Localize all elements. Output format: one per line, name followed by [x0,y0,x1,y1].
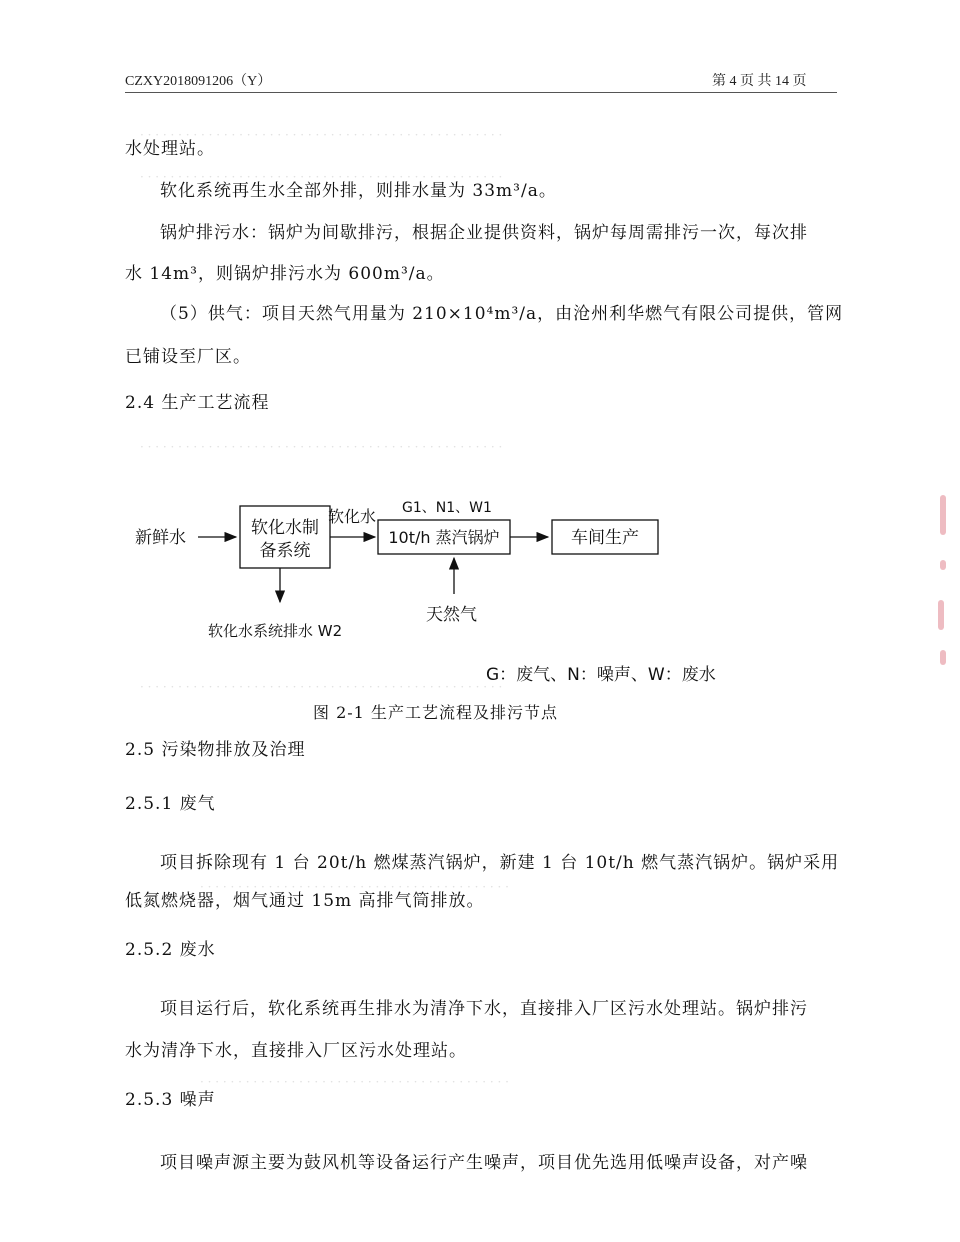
figure-caption: 图 2-1 生产工艺流程及排污节点 [313,703,558,722]
section-heading: 2.5 污染物排放及治理 [125,740,306,760]
bleed-through-text: · · · · · · · · · · · · · · · · · · · · · · · · · · · · · · · · · · · · · · · · · · · · · · · · [140,170,503,184]
seal-edge-mark [940,650,946,665]
page-info: 第 4 页 共 14 页 [712,74,807,89]
paragraph-line: （5）供气：项目天然气用量为 210×10⁴m³/a，由沧州利华燃气有限公司提供，管网 [160,304,844,324]
workshop-production-label: 车间生产 [571,528,639,548]
paragraph-line: 项目噪声源主要为鼓风机等设备运行产生噪声，项目优先选用低噪声设备，对产噪 [160,1153,808,1173]
paragraph-line: 水 14m³，则锅炉排污水为 600m³/a。 [125,264,445,284]
paragraph-line: 已铺设至厂区。 [125,347,251,367]
seal-edge-mark [940,560,946,570]
softening-system-label-2: 备系统 [259,541,311,561]
paragraph-line: 低氮燃烧器，烟气通过 15m 高排气筒排放。 [125,891,485,911]
diagram-legend: G：废气、N：噪声、W：废水 [486,665,716,685]
steam-boiler-label: 10t/h 蒸汽锅炉 [388,528,500,547]
softened-water-label: 软化水 [328,507,377,526]
emissions-label: G1、N1、W1 [402,500,492,516]
document-number: CZXY2018091206（Y） [125,74,272,89]
paragraph-line: 水为清净下水，直接排入厂区污水处理站。 [125,1041,467,1061]
bleed-through-text: · · · · · · · · · · · · · · · · · · · · · · · · · · · · · · · · · · · · · · · · · · · · · · · · [140,128,503,142]
bleed-through-text: · · · · · · · · · · · · · · · · · · · · · · · · · · · · · · · · · · · · · · · · · [200,1075,509,1089]
subsection-heading: 2.5.3 噪声 [125,1090,216,1110]
softening-drain-label: 软化水系统排水 W2 [208,622,343,640]
fresh-water-label: 新鲜水 [135,528,186,548]
bleed-through-text: · · · · · · · · · · · · · · · · · · · · · · · · · · · · · · · · · · · · · · · · · [200,880,509,894]
paragraph-line: 项目拆除现有 1 台 20t/h 燃煤蒸汽锅炉，新建 1 台 10t/h 燃气蒸汽锅炉。锅炉采用 [160,853,840,873]
paragraph-line: 软化系统再生水全部外排，则排水量为 33m³/a。 [160,181,557,201]
paragraph-line: 锅炉排污水：锅炉为间歇排污，根据企业提供资料，锅炉每周需排污一次，每次排 [160,223,808,243]
bleed-through-text: · · · · · · · · · · · · · · · · · · · · · · · · · · · · · · · · · · · · · · · · · · · · · · · · [140,680,503,694]
softening-system-label-1: 软化水制 [251,518,319,538]
header-rule [125,92,837,93]
seal-edge-mark [938,600,944,630]
section-heading: 2.4 生产工艺流程 [125,393,270,413]
subsection-heading: 2.5.1 废气 [125,794,216,814]
natural-gas-label: 天然气 [426,605,477,625]
seal-edge-mark [940,495,946,535]
process-flow-diagram [120,490,720,710]
paragraph-line: 水处理站。 [125,139,215,159]
paragraph-line: 项目运行后，软化系统再生排水为清净下水，直接排入厂区污水处理站。锅炉排污 [160,999,808,1019]
bleed-through-text: · · · · · · · · · · · · · · · · · · · · · · · · · · · · · · · · · · · · · · · · · · · · · · · · [140,440,503,454]
subsection-heading: 2.5.2 废水 [125,940,216,960]
